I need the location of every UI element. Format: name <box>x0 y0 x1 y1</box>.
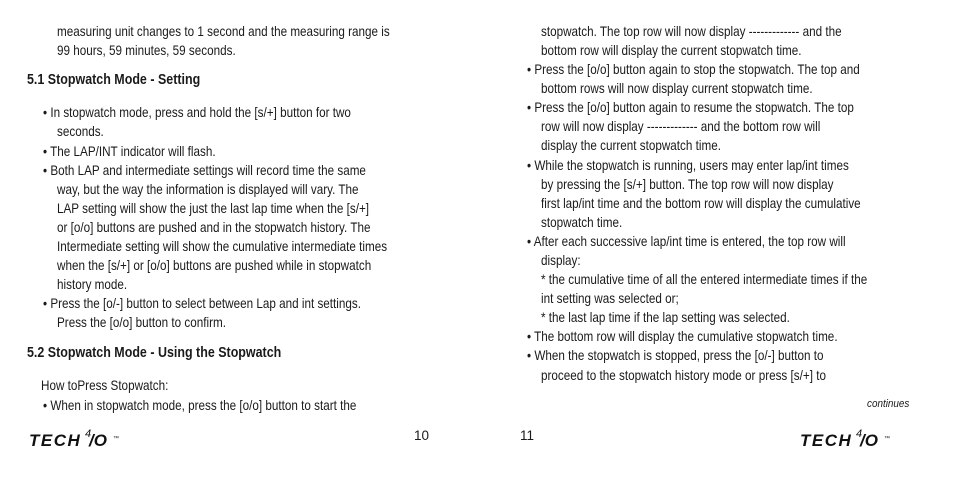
section-heading-5-1: 5.1 Stopwatch Mode - Setting <box>27 72 201 88</box>
body-line: How toPress Stopwatch: <box>41 378 169 393</box>
body-line: display: <box>541 253 581 268</box>
svg-text:TECH: TECH <box>800 431 853 450</box>
bullet-line: • When in stopwatch mode, press the [o/o] button to start the <box>43 398 357 413</box>
body-line: LAP setting will show the just the last lap time when the [s/+] <box>57 201 370 216</box>
body-line: way, but the way the information is displayed will vary. The <box>57 182 359 197</box>
brand-logo-left <box>27 426 151 452</box>
body-line: seconds. <box>57 124 104 139</box>
body-line: * the last lap time if the lap setting was selected. <box>541 310 790 325</box>
svg-text:/O: /O <box>860 431 878 450</box>
body-line: history mode. <box>57 277 128 292</box>
body-line: bottom rows will now display current stopwatch time. <box>541 81 813 96</box>
page-number-left: 10 <box>414 428 430 443</box>
bullet-line: • Press the [o/-] button to select between Lap and int settings. <box>43 296 361 311</box>
body-line: Press the [o/o] button to confirm. <box>57 315 226 330</box>
bullet-line: • Press the [o/o] button again to resume the stopwatch. The top <box>527 100 854 115</box>
bullet-line: • While the stopwatch is running, users may enter lap/int times <box>527 158 849 173</box>
body-line: when the [s/+] or [o/o] buttons are pushed while in stopwatch <box>57 258 372 273</box>
bullet-line: • The LAP/INT indicator will flash. <box>43 144 216 159</box>
svg-text:/O: /O <box>89 431 107 450</box>
page-number-right: 11 <box>520 428 535 443</box>
trademark-mark: ™ <box>113 436 119 442</box>
bullet-line: • Both LAP and intermediate settings will record time the same <box>43 163 366 178</box>
tech4o-logo-icon <box>27 426 151 452</box>
bullet-line: • The bottom row will display the cumulative stopwatch time. <box>527 329 838 344</box>
body-line: proceed to the stopwatch history mode or press [s/+] to <box>541 368 826 383</box>
body-line: stopwatch time. <box>541 215 623 230</box>
right-page <box>477 0 954 477</box>
body-line: first lap/int time and the bottom row will display the cumulative <box>541 196 861 211</box>
body-line: Intermediate setting will show the cumulative intermediate times <box>57 239 388 254</box>
body-line: bottom row will display the current stopwatch time. <box>541 43 802 58</box>
body-line: int setting was selected or; <box>541 291 679 306</box>
bullet-line: • After each successive lap/int time is entered, the top row will <box>527 234 846 249</box>
body-line: 99 hours, 59 minutes, 59 seconds. <box>57 43 236 58</box>
bullet-line: • Press the [o/o] button again to stop the stopwatch. The top and <box>527 62 860 77</box>
svg-text:4: 4 <box>85 428 92 440</box>
body-line: stopwatch. The top row will now display ------------- and the <box>541 24 842 39</box>
section-heading-5-2: 5.2 Stopwatch Mode - Using the Stopwatch <box>27 345 282 361</box>
body-line: measuring unit changes to 1 second and the measuring range is <box>57 24 390 39</box>
svg-text:4: 4 <box>856 428 863 440</box>
brand-logo-right <box>798 426 922 452</box>
bullet-line: • In stopwatch mode, press and hold the [s/+] button for two <box>43 105 351 120</box>
body-line: display the current stopwatch time. <box>541 138 721 153</box>
bullet-line: • When the stopwatch is stopped, press the [o/-] button to <box>527 348 824 363</box>
body-line: row will now display ------------- and the bottom row will <box>541 119 821 134</box>
tech4o-logo-icon <box>798 426 922 452</box>
body-line: or [o/o] buttons are pushed and in the stopwatch history. The <box>57 220 371 235</box>
trademark-mark: ™ <box>884 436 890 442</box>
body-line: * the cumulative time of all the entered intermediate times if the <box>541 272 868 287</box>
body-line: by pressing the [s/+] button. The top row will now display <box>541 177 834 192</box>
continues-label: continues <box>867 398 910 410</box>
svg-text:TECH: TECH <box>29 431 82 450</box>
